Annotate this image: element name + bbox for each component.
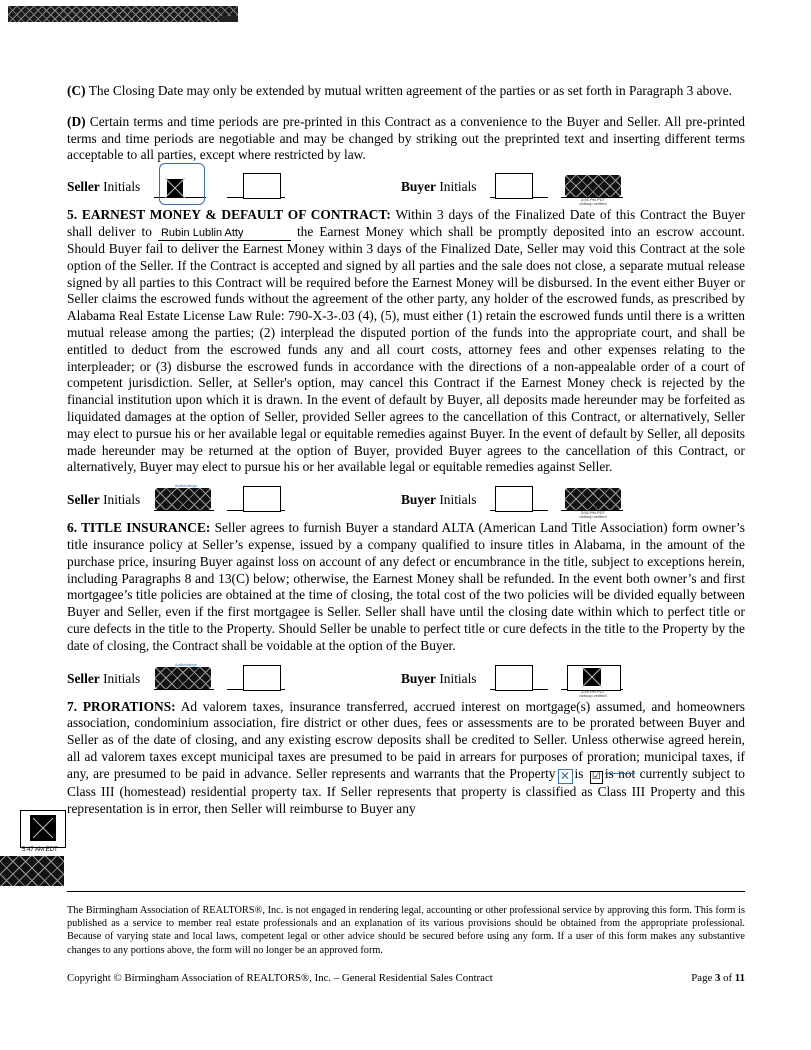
- buyer-initials-redacted: [565, 175, 621, 197]
- margin-stamp-time: 5:47 AM EDT: [22, 847, 58, 853]
- paragraph-c-label: (C): [67, 83, 86, 98]
- seller-initials-line-1: [154, 689, 214, 690]
- section-5: 5. EARNEST MONEY & DEFAULT OF CONTRACT: Within 3 days of the Finalized Date of this Contract the Buyer shall deliver to Rubin Lublin Atty the Earnest Money which shall be promptly deposited into an escrow account. Should Buyer fail to deliver the Earnest Money within 3 days of the Finalized Date, Seller may void this Contract at the sole option of the Seller. If the Contract is accepted and signed by all parties and the sale does not close, a separate mutual release signed by all parties to this Contract will be required before the Earnest Money will be disbursed. In the event either Buyer or Seller claims the escrowed funds without the agreement of the other party, any holder of the escrowed funds, as prescribed by Alabama Real Estate License Law Rule: 790-X-3-.03 (4), (5), must either (1) retain the escrowed funds until there is a written mutual release among the parties; (2) interplead the disputed portion of the funds into the appropriate court, and shall be entitled to deduct from the escrowed funds any and all court costs, attorney fees and other expenses relating to the interpleader; or (3) disburse the escrowed funds in accordance with the directions of a non-appealable order of a court of competent jurisdiction. Seller, at Seller's option, may cancel this Contract if the Earnest Money check is rejected by the financial institution upon which it is drawn. In the event of default by Buyer, all deposits made hereunder may be forfeited as liquidated damages at the option of Seller, provided Seller agrees to the cancellation of this Contract, or alternatively, Seller may elect to pursue his or her available legal or equitable remedies against Buyer. In the event of default by Seller, all deposits made hereunder may be returned at the option of Buyer, provided Buyer agrees to the cancellation of this Contract, or alternatively, Buyer may elect to pursue his or her available legal or equitable remedies against Seller.: [67, 207, 745, 475]
- buyer-initials-label: Buyer Initials: [401, 492, 477, 508]
- is-not-struck-text: is not: [604, 765, 636, 781]
- contract-body: [67, 83, 745, 817]
- buyer-initials-redacted: [565, 488, 621, 510]
- paragraph-d-label: (D): [67, 113, 86, 129]
- initials-row-1: [67, 173, 745, 207]
- section-6-heading: 6. TITLE INSURANCE:: [67, 520, 211, 536]
- footer-disclaimer: The Birmingham Association of REALTORS®, Inc. is not engaged in rendering legal, accounting or other professional service by approving this form. This form is published as a service to member real estate professionals and an explanation of its various provisions should be obtained from the appropriate professional. Because of varying state and local laws, competent legal or other advice should be secured before using any form. If a user of this form makes any substantive changes to any portions above, the form will no longer be an approved form.: [67, 905, 745, 956]
- seller-initials-mark-1: [167, 179, 183, 197]
- dotloop-verified-tag: 3:54 PM PDT dotloop verified: [579, 688, 607, 698]
- redaction-block-left: [0, 856, 64, 886]
- buyer-initials-box-1[interactable]: [495, 665, 533, 691]
- buyer-initials-mark: [583, 668, 601, 686]
- buyer-initials-box-1[interactable]: [495, 173, 533, 199]
- dotloop-verified-tag: 3:54 PM PDT dotloop verified: [579, 197, 607, 207]
- section-6: 6. TITLE INSURANCE: Seller agrees to furnish Buyer a standard ALTA (American Land Title Association) form owner’s title insurance policy at Seller’s expense, issued by a company qualified to insure titles in Alabama, in the amount of the purchase price, insuring Buyer against loss on account of any defect or encumbrance in the title, subject to exceptions herein, including Paragraphs 8 and 13(C) below; otherwise, the Earnest Money shall be refunded. In the event both owner’s and first mortgagee’s title policies are obtained at the time of closing, the total cost of the two policies will be divided equally between Buyer and Seller, even if the first mortgagee is Seller. Seller shall have until the closing date within which to perfect title or cure defects in the title to the Property. Should Seller be unable to perfect title or cure defects in the title to the Property by the date of closing, the Contract shall be voidable at the option of the Buyer.: [67, 520, 745, 653]
- paragraph-d-text: Certain terms and time periods are pre-printed in this Contract as a convenience to the Buyer and Seller. All pre-printed terms and time periods are negotiable and may be changed by striking out the preprinted text and inserting different terms acceptable to all parties, except where restricted by law.: [67, 113, 745, 163]
- dotloop-verified-tag: 3:54 PM PDT dotloop verified: [579, 510, 607, 520]
- section-7: 7. PRORATIONS: Ad valorem taxes, insurance transferred, accrued interest on mortgage(s) assumed, and homeowners association, condominium association, fire district or other dues, fees or assessments are to be prorated between Buyer and Seller as of the date of closing, and any existing escrow deposits shall be credited to Seller. Unless otherwise agreed herein, all ad valorem taxes except municipal taxes are presumed to be paid in arrears for purposes of proration; municipal taxes, if any, are presumed to be paid in advance. Seller represents and warrants that the Property ✕ is ☑ is not currently subject to Class III (homestead) residential property tax. If Seller represents that property is classified as Class III Property and this representation is in error, then Seller will reimburse to Buyer any: [67, 698, 745, 816]
- paragraph-c-text: The Closing Date may only be extended by mutual written agreement of the parties or as set forth in Paragraph 3 above.: [85, 83, 732, 98]
- initials-row-3: [67, 661, 745, 698]
- buyer-initials-label: Buyer Initials: [401, 179, 477, 195]
- seller-initials-label: Seller Initials: [67, 670, 141, 686]
- margin-stamp-mark: [30, 815, 56, 841]
- seller-initials-box-2[interactable]: [243, 173, 281, 199]
- initials-row-2: [67, 483, 745, 520]
- redaction-bar-top: [8, 6, 238, 22]
- paragraph-c: [67, 83, 745, 100]
- class-iii-is-not-checkbox[interactable]: ☑: [590, 771, 603, 784]
- page-number: Page 3 of 11: [691, 972, 745, 984]
- seller-initials-box-2[interactable]: [243, 486, 281, 512]
- footer-copyright: Copyright © Birmingham Association of REALTORS®, Inc. – General Residential Sales Contract: [67, 972, 493, 984]
- seller-initials-label: Seller Initials: [67, 492, 141, 508]
- margin-signature-stamp: [20, 810, 66, 848]
- seller-initials-redacted: [155, 488, 211, 510]
- paragraph-d: [67, 114, 745, 164]
- section-7-heading: 7. PRORATIONS:: [67, 698, 176, 714]
- class-iii-is-checkbox[interactable]: ✕: [558, 769, 573, 784]
- seller-initials-label: Seller Initials: [67, 179, 141, 195]
- seller-initials-box-2[interactable]: [243, 665, 281, 691]
- footer-divider: [67, 891, 745, 892]
- buyer-initials-box-1[interactable]: [495, 486, 533, 512]
- seller-initials-line-1: [154, 510, 214, 511]
- authentisign-label-1: Authentisign: [175, 483, 198, 489]
- buyer-initials-label: Buyer Initials: [401, 670, 477, 686]
- authentisign-label-2: Authentisign: [175, 661, 198, 667]
- seller-initials-redacted: [155, 667, 211, 689]
- section-5-heading: 5. EARNEST MONEY & DEFAULT OF CONTRACT:: [67, 207, 391, 223]
- earnest-money-holder-field[interactable]: Rubin Lublin Atty: [158, 227, 291, 241]
